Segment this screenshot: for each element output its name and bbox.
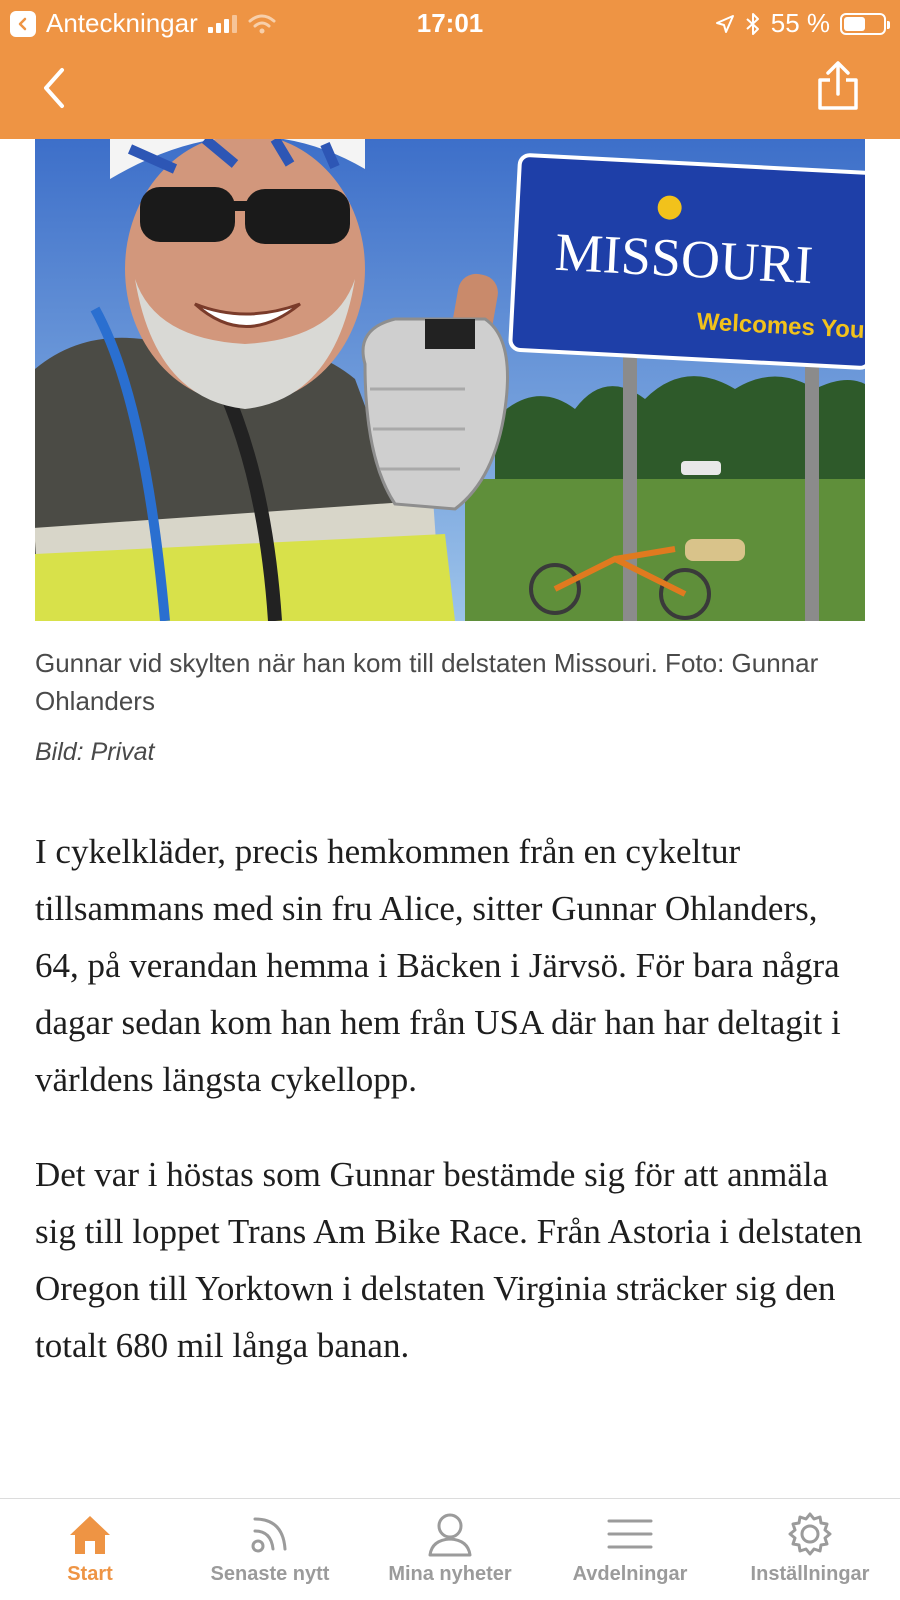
article-paragraph: Det var i höstas som Gunnar bestämde sig för att anmäla sig till loppet Trans Am Bike Race. Från Astoria i delstaten Oregon till Yorktown i delstaten Virginia sträcker sig den totalt 680 mil långa banan. — [35, 1155, 863, 1365]
menu-icon — [605, 1509, 655, 1559]
user-icon — [425, 1509, 475, 1559]
tab-mina-nyheter[interactable] — [360, 1499, 540, 1600]
tab-bar — [0, 1498, 900, 1600]
share-button[interactable] — [810, 58, 866, 118]
status-bar — [0, 0, 900, 46]
tab-installningar[interactable] — [720, 1499, 900, 1600]
home-icon — [65, 1509, 115, 1559]
battery-percent: 55 % — [770, 8, 830, 38]
tab-label: Mina nyheter — [388, 1563, 512, 1585]
tab-label: Senaste nytt — [210, 1563, 330, 1585]
article-photo[interactable] — [35, 139, 865, 621]
app-header — [0, 0, 900, 139]
tab-start[interactable] — [0, 1499, 180, 1600]
share-icon — [810, 58, 866, 118]
tab-senaste-nytt[interactable] — [180, 1499, 360, 1600]
article-body — [35, 823, 865, 1412]
clock: 17:01 — [416, 8, 484, 38]
tab-avdelningar[interactable] — [540, 1499, 720, 1600]
location-arrow-icon — [715, 14, 735, 34]
sign-subtitle: Welcomes You — [696, 308, 865, 344]
battery-icon — [840, 13, 886, 35]
gear-icon — [785, 1509, 835, 1559]
status-right — [715, 8, 886, 39]
bluetooth-icon — [745, 12, 761, 36]
photo-illustration — [35, 139, 865, 621]
tab-label: Avdelningar — [572, 1563, 688, 1585]
photo-credit: Bild: Privat — [35, 738, 155, 766]
sign-title: MISSOURI — [553, 221, 815, 296]
chevron-left-icon — [30, 58, 80, 118]
article-paragraph: I cykelkläder, precis hemkommen från en cykeltur tillsammans med sin fru Alice, sitter Gunnar Ohlanders, 64, på verandan hemma i Bäcken i Järvsö. För bara några dagar sedan kom han hem från USA där han har deltagit i världens längsta cykellopp. — [35, 832, 841, 1099]
photo-caption: Gunnar vid skylten när han kom till delstaten Missouri. Foto: Gunnar Ohlanders — [35, 648, 819, 716]
back-button[interactable] — [30, 58, 80, 118]
tab-label: Start — [67, 1563, 113, 1585]
battery-level — [844, 17, 865, 31]
back-app-label: Anteckningar — [46, 8, 198, 38]
tab-label: Inställningar — [750, 1563, 870, 1585]
rss-icon — [245, 1509, 295, 1559]
